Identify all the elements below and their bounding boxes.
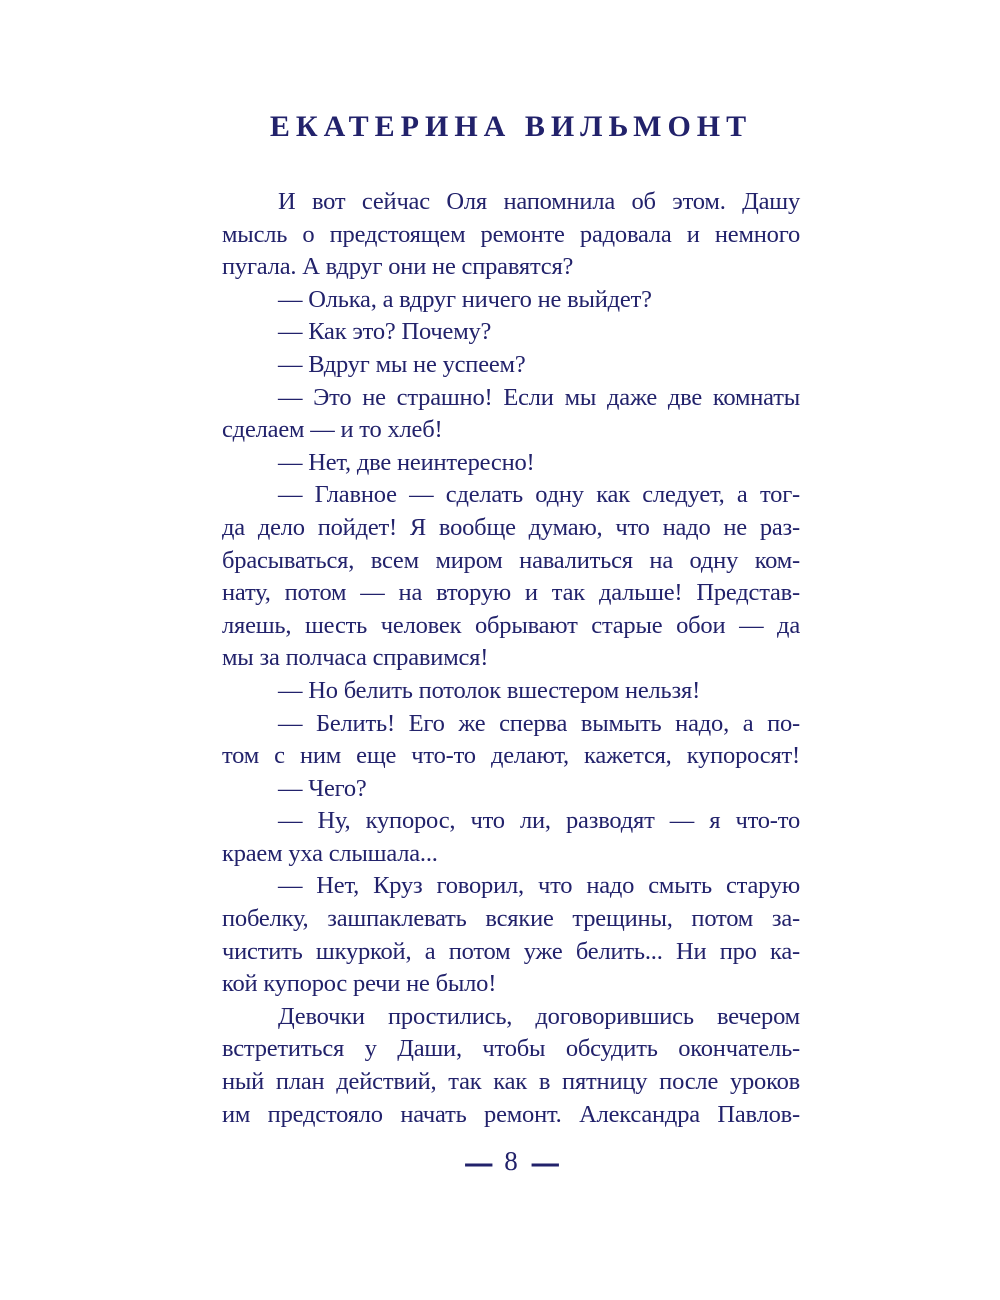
text-line: — Ну, купорос, что ли, разводят — я что-то bbox=[278, 807, 800, 835]
body-text-block bbox=[222, 186, 800, 1131]
footer-dash-right: — bbox=[531, 1136, 557, 1185]
page-header-author: ЕКАТЕРИНА ВИЛЬМОНТ bbox=[269, 110, 753, 143]
text-line: мы за полчаса справимся! bbox=[222, 644, 489, 672]
text-line: том с ним еще что-то делают, кажется, купоросят! bbox=[222, 742, 800, 770]
text-line: — Как это? Почему? bbox=[278, 318, 492, 346]
text-line: — Это не страшно! Если мы даже две комнаты bbox=[278, 383, 800, 411]
footer-page-number: 8 bbox=[504, 1145, 518, 1176]
text-line: — Олька, а вдруг ничего не выйдет? bbox=[278, 285, 652, 313]
text-line: — Нет, две неинтересно! bbox=[278, 448, 535, 476]
text-line: пугала. А вдруг они не справятся? bbox=[222, 253, 574, 281]
text-line: да дело пойдет! Я вообще думаю, что надо не раз- bbox=[222, 513, 800, 541]
text-line: Девочки простились, договорившись вечером bbox=[278, 1002, 800, 1030]
page-footer bbox=[222, 1136, 800, 1185]
text-line: кой купорос речи не было! bbox=[222, 970, 497, 998]
text-line: — Но белить потолок вшестером нельзя! bbox=[278, 676, 701, 704]
text-line: брасываться, всем миром навалиться на одну ком- bbox=[222, 546, 800, 574]
text-line: — Белить! Его же сперва вымыть надо, а по- bbox=[278, 709, 800, 737]
text-line: краем уха слышала... bbox=[222, 839, 438, 867]
text-line: — Чего? bbox=[278, 774, 367, 802]
text-line: встретиться у Даши, чтобы обсудить окончатель- bbox=[222, 1035, 800, 1063]
text-line: побелку, зашпаклевать всякие трещины, потом за- bbox=[222, 905, 800, 933]
text-line: сделаем — и то хлеб! bbox=[222, 416, 443, 444]
text-line: — Вдруг мы не успеем? bbox=[278, 350, 526, 378]
text-line: И вот сейчас Оля напомнила об этом. Дашу bbox=[278, 188, 800, 215]
footer-dash-left: — bbox=[465, 1136, 491, 1185]
text-line: им предстояло начать ремонт. Александра Павлов- bbox=[222, 1100, 800, 1128]
text-line: нату, потом — на вторую и так дальше! Представ- bbox=[222, 579, 800, 607]
text-line: ляешь, шесть человек обрывают старые обои — да bbox=[222, 611, 800, 639]
text-line: — Главное — сделать одну как следует, а тог- bbox=[278, 481, 800, 509]
text-line: — Нет, Круз говорил, что надо смыть старую bbox=[278, 872, 800, 900]
text-line: мысль о предстоящем ремонте радовала и немного bbox=[222, 220, 800, 248]
text-line: ный план действий, так как в пятницу после уроков bbox=[222, 1068, 800, 1096]
text-line: чистить шкуркой, а потом уже белить... Ни про ка- bbox=[222, 937, 800, 965]
